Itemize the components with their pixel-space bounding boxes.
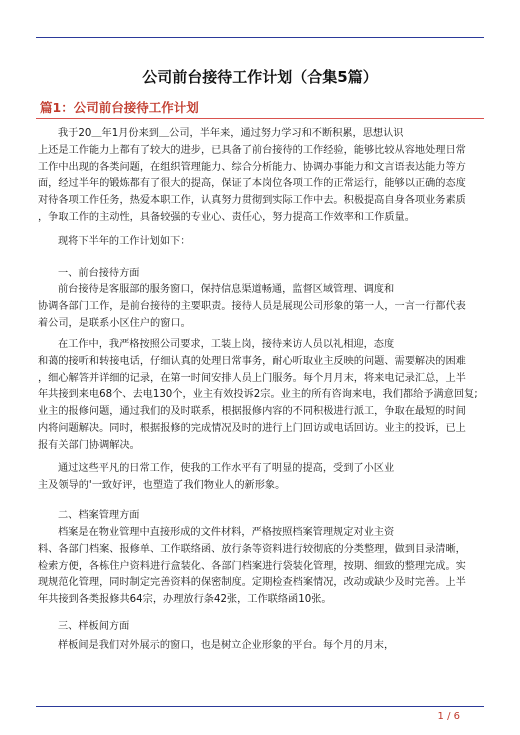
- bottom-rule: [36, 706, 484, 707]
- text-line: 工作中出现的各类问题，在组织管理能力、综合分析能力、协调办事能力和文言语表达能力等方: [38, 161, 466, 173]
- text-line: 现将下半年的工作计划如下：: [58, 236, 191, 247]
- text-line: 通过这些平凡的日常工作，使我的工作水平有了明显的提高，受到了小区业: [58, 463, 395, 474]
- text-line: 在工作中，我严格按照公司要求，工装上岗，接待来访人员以礼相迎，态度: [58, 339, 395, 350]
- text-line: 上还是工作能力上都有了较大的进步，已具备了前台接待的工作经验，能够比较从容地处理日常: [38, 144, 466, 156]
- text-line: 我于20＿年1月份来到＿公司，半年来，通过努力学习和不断积累，思想认识: [58, 128, 404, 139]
- heading-archive: 二、档案管理方面: [58, 510, 140, 521]
- section-title: 篇1：公司前台接待工作计划: [40, 100, 199, 115]
- text-line: 前台接待是客服部的服务窗口，保持信息渠道畅通，监督区域管理、调度和: [58, 284, 395, 295]
- paragraph-reception-duty: [38, 282, 486, 332]
- top-rule: [36, 37, 484, 38]
- text-line: 主及领导的'一致好评，也塑造了我们物业人的新形象。: [38, 479, 286, 491]
- paragraph-showroom: [38, 638, 486, 655]
- text-line: 业主的报修问题，通过我们的及时联系，根据报修内容的不同积极进行派工，争取在最短的时间: [38, 406, 466, 418]
- paragraph-reception-summary: [38, 461, 486, 495]
- text-line: 料、各部门档案、报修单、工作联络函、放行条等资料进行较彻底的分类整理，做到目录清晰，: [38, 543, 466, 555]
- document-title: 公司前台接待工作计划（合集5篇）: [142, 68, 378, 86]
- text-line: 年共接到来电68个、去电130个，业主有效投诉2宗。业主的所有咨询来电，我们都给予满意回复;: [38, 389, 478, 401]
- heading-showroom: 三、样板间方面: [58, 621, 130, 632]
- section-divider: [36, 118, 484, 119]
- text-line: 样板间是我们对外展示的窗口，也是树立企业形象的平台。每个月的月末，: [58, 640, 395, 651]
- text-line: 档案是在物业管理中直接形成的文件材料，严格按照档案管理规定对业主资: [58, 527, 395, 538]
- paragraph-reception-work: [38, 337, 486, 455]
- text-line: 检索方便，各栋住户资料进行盒装化、各部门档案进行袋装化管理，按期、细致的整理完成。实: [38, 560, 466, 572]
- page-number: 1 / 6: [437, 711, 460, 722]
- text-line: 着公司，是联系小区住户的窗口。: [38, 317, 191, 329]
- paragraph-plan-intro: [38, 234, 486, 251]
- text-line: 报有关部门协调解决。: [38, 439, 140, 451]
- text-line: 协调各部门工作，是前台接待的主要职责。接待人员是展现公司形象的第一人，一言一行都代表: [38, 300, 466, 312]
- text-line: 内将问题解决。同时，根据报修的完成情况及时的进行上门回访或电话回访。业主的投诉，已上: [38, 422, 466, 434]
- heading-reception: 一、前台接待方面: [58, 268, 140, 279]
- text-line: 和蔼的接听和转接电话，仔细认真的处理日常事务，耐心听取业主反映的问题、需要解决的困难: [38, 355, 466, 367]
- text-line: 现规范化管理，同时制定完善资料的保密制度。定期检查档案情况，改动或缺少及时完善。上半: [38, 577, 466, 589]
- paragraph-archive: [38, 525, 486, 609]
- paragraph-intro: [38, 126, 486, 227]
- text-line: ，细心解答并详细的记录，在第一时间安排人员上门服务。每个月月末，将来电记录汇总，上半: [38, 372, 466, 384]
- text-line: 面，经过半年的锻炼都有了很大的提高，保证了本岗位各项工作的正常运行，能够以正确的态度: [38, 178, 466, 190]
- text-line: 年共接到各类报修共64宗，办理放行条42张，工作联络函10张。: [38, 594, 332, 606]
- text-line: ，争取工作的主动性，具备较强的专业心、责任心，努力提高工作效率和工作质量。: [38, 211, 415, 223]
- text-line: 对待各项工作任务，热爱本职工作，认真努力贯彻到实际工作中去。积极提高自身各项业务素质: [38, 195, 466, 207]
